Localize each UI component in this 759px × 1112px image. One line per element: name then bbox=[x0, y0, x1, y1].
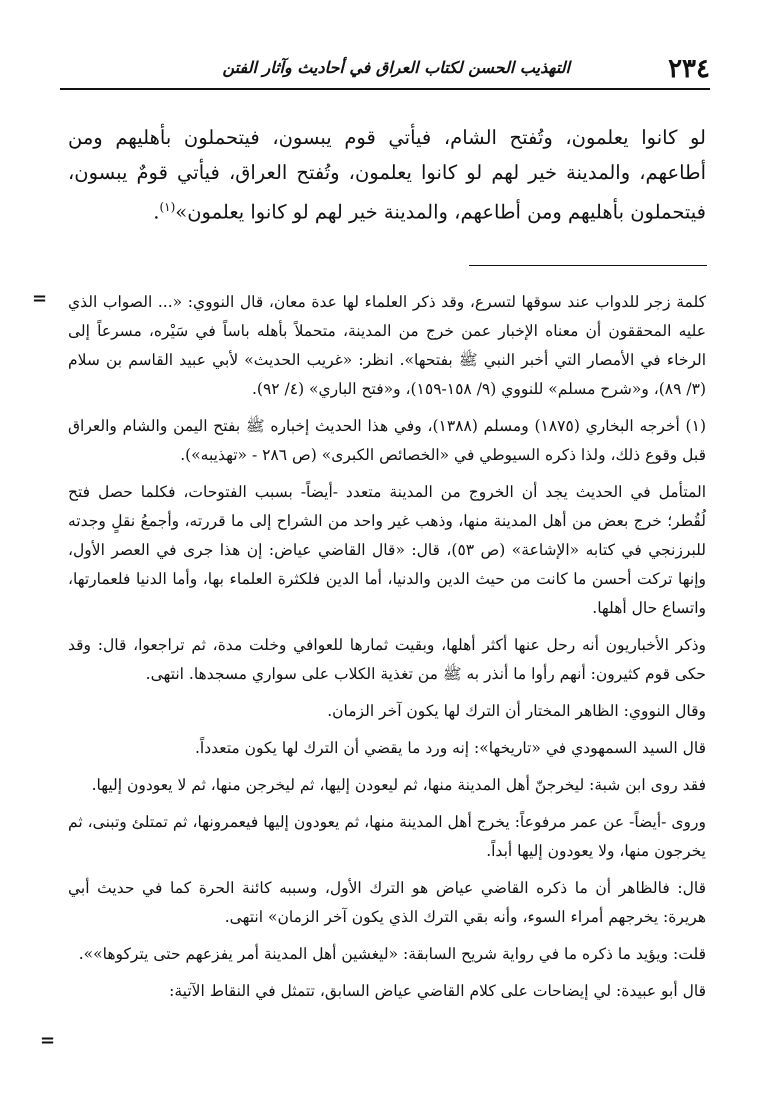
footnote-continued: كلمة زجر للدواب عند سوقها لتسرع، وقد ذكر العلماء لها عدة معان، قال النووي: «... الصواب الذي عليه المحققون أن معناه الإخبار عمن خرج من المدينة، متحملاً بأهله باساً في سَيْره، مسرعاً إلى الرخاء في الأمصار التي أخبر النبي ﷺ بفتحها». انظر: «غريب الحديث» لأبي عبيد القاسم بن سلام (٣/ ٨٩)، و«شرح مسلم» للنووي (٩/ ١٥٨-١٥٩)، و«فتح الباري» (٤/ ٩٢). bbox=[68, 293, 706, 398]
footnote-paragraph: قال السيد السمهودي في «تاريخها»: إنه ورد ما يقضي أن الترك لها يكون متعدداً. bbox=[195, 739, 706, 757]
footnote-paragraph: قلت: ويؤيد ما ذكره ما في رواية شريح السابقة: «ليغشين أهل المدينة أمر يفزعهم حتى يتركوها»». bbox=[78, 945, 706, 963]
footnote-paragraph: وذكر الأخباريون أنه رحل عنها أكثر أهلها، وبقيت ثمارها للعوافي وخلت مدة، ثم تراجعوا، قال: وقد حكى قوم كثيرون: أنهم رأوا ما أنذر به ﷺ من تغذية الكلاب على سواري مسجدها. انتهى. bbox=[68, 636, 706, 683]
footnote-paragraph: فقد روى ابن شبة: ليخرجنّ أهل المدينة منها، ثم ليعودن إليها، ثم ليخرجن منها، ثم لا يعودون إليها. bbox=[91, 776, 706, 794]
running-title: التهذيب الحسن لكتاب العراق في أحاديث وآثار الفتن bbox=[222, 58, 570, 77]
main-text bbox=[68, 120, 706, 230]
footnote-paragraph: قال أبو عبيدة: لي إيضاحات على كلام القاضي عياض السابق، تتمثل في النقاط الآتية: bbox=[169, 982, 706, 1000]
header-rule bbox=[60, 88, 710, 90]
end-continuation-mark: = bbox=[40, 1030, 56, 1051]
footnote-paragraph: قال: فالظاهر أن ما ذكره القاضي عياض هو الترك الأول، وسببه كائنة الحرة كما في حديث أبي هريرة: يخرجهم أمراء السوء، وأنه بقي الترك الذي يكون آخر الزمان» انتهى. bbox=[68, 879, 706, 926]
footnotes bbox=[68, 288, 706, 1014]
page-header bbox=[60, 52, 710, 92]
footnote-separator bbox=[469, 265, 707, 266]
footnote-1: (١) أخرجه البخاري (١٨٧٥) ومسلم (١٣٨٨)، وفي هذا الحديث إخباره ﷺ بفتح اليمن والشام والعراق قبل وقوع ذلك، ولذا ذكره السيوطي في «الخصائص الكبرى» (ص ٢٨٦ - «تهذيبه»). bbox=[68, 417, 706, 464]
footnote-reference[interactable]: (١) bbox=[159, 200, 176, 214]
footnote-paragraph: وروى -أيضاً- عن عمر مرفوعاً: يخرج أهل المدينة منها، ثم يعودون إليها فيعمرونها، ثم تمتلئ وتبنى، ثم يخرجون منها، ولا يعودون إليها أبداً. bbox=[68, 813, 706, 860]
page-number: ٢٣٤ bbox=[668, 54, 710, 84]
main-paragraph: لو كانوا يعلمون، وتُفتح الشام، فيأتي قوم يبسون، فيتحملون بأهليهم ومن أطاعهم، والمدينة خير لهم لو كانوا يعلمون، وتُفتح العراق، فيأتي قومٌ يبسون، فيتحملون بأهليهم ومن أطاعهم، والمدينة خير لهم لو كانوا يعلمون»$^{(١)}$. bbox=[68, 126, 706, 224]
continuation-mark: = bbox=[32, 288, 48, 309]
footnote-paragraph: وقال النووي: الظاهر المختار أن الترك لها يكون آخر الزمان. bbox=[327, 702, 706, 720]
footnote-paragraph: المتأمل في الحديث يجد أن الخروج من المدينة متعدد -أيضاً- بسبب الفتوحات، فكلما حصل فتح لُقُطر؛ خرج بعض من أهل المدينة منها، وذهب غير واحد من الشراح إلى ما قررته، وأجمعُ نقلٍ وجدته للبرزنجي في كتابه «الإشاعة» (ص ٥٣)، قال: «قال القاضي عياض: إن هذا جرى في العصر الأول، وإنها تركت أحسن ما كانت من حيث الدين والدنيا، أما الدين فلكثرة العلماء بها، وأما الدنيا فلعمارتها، واتساع حال أهلها. bbox=[68, 483, 706, 617]
